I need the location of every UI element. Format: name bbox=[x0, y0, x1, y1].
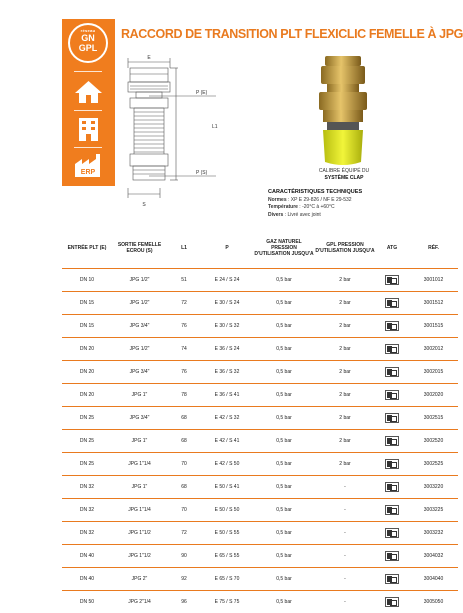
cell-sortie: JPG 2" bbox=[112, 567, 167, 590]
cell-l1: 92 bbox=[167, 567, 201, 590]
caption-line2: SYSTÈME CLAP bbox=[324, 175, 364, 181]
cell-sortie: JPG 1" bbox=[112, 429, 167, 452]
atg-certification-icon bbox=[385, 413, 399, 423]
cell-ref: 3003220 bbox=[409, 475, 458, 498]
cell-gpl: 2 bar bbox=[315, 383, 375, 406]
dimension-e-label: E bbox=[147, 55, 151, 61]
table-row bbox=[62, 452, 458, 475]
cell-gaz-naturel: 0,5 bar bbox=[253, 590, 315, 613]
cell-gpl: 2 bar bbox=[315, 429, 375, 452]
factory-icon bbox=[72, 152, 105, 178]
cell-gaz-naturel: 0,5 bar bbox=[253, 475, 315, 498]
cell-p: E 42 / S 32 bbox=[201, 406, 253, 429]
cell-sortie: JPG 1"1/4 bbox=[112, 498, 167, 521]
atg-certification-icon bbox=[385, 390, 399, 400]
cell-gpl: 2 bar bbox=[315, 268, 375, 291]
cell-sortie: JPG 1"1/4 bbox=[112, 452, 167, 475]
cell-ref: 3003225 bbox=[409, 498, 458, 521]
cell-p: E 75 / S 75 bbox=[201, 590, 253, 613]
cell-gaz-naturel: 0,5 bar bbox=[253, 314, 315, 337]
table-row bbox=[62, 337, 458, 360]
cell-sortie: JPG 1"1/2 bbox=[112, 544, 167, 567]
cell-gpl: 2 bar bbox=[315, 314, 375, 337]
cell-entree: DN 20 bbox=[62, 383, 112, 406]
technical-specs bbox=[268, 189, 458, 219]
cell-gaz-naturel: 0,5 bar bbox=[253, 383, 315, 406]
table-header-row bbox=[62, 228, 458, 268]
product-photo bbox=[303, 54, 383, 169]
product-caption bbox=[290, 168, 398, 182]
cell-gpl: - bbox=[315, 521, 375, 544]
cell-sortie: JPG 1/2" bbox=[112, 291, 167, 314]
cell-l1: 76 bbox=[167, 314, 201, 337]
dimension-l1-label: L1 bbox=[212, 124, 218, 130]
header-p: P bbox=[201, 228, 253, 268]
cell-l1: 74 bbox=[167, 337, 201, 360]
table-row bbox=[62, 475, 458, 498]
cell-entree: DN 25 bbox=[62, 406, 112, 429]
cell-atg bbox=[375, 429, 409, 452]
cell-gaz-naturel: 0,5 bar bbox=[253, 337, 315, 360]
badge-top-text: réseau bbox=[80, 28, 96, 33]
spec-divers: Divers : Livré avec joint bbox=[268, 211, 321, 218]
cell-p: E 42 / S 41 bbox=[201, 429, 253, 452]
cell-sortie: JPG 1/2" bbox=[112, 268, 167, 291]
cell-gaz-naturel: 0,5 bar bbox=[253, 429, 315, 452]
cell-atg bbox=[375, 475, 409, 498]
atg-certification-icon bbox=[385, 574, 399, 584]
atg-certification-icon bbox=[385, 367, 399, 377]
cell-p: E 65 / S 70 bbox=[201, 567, 253, 590]
cell-gpl: 2 bar bbox=[315, 452, 375, 475]
cell-sortie: JPG 1/2" bbox=[112, 337, 167, 360]
cell-gaz-naturel: 0,5 bar bbox=[253, 268, 315, 291]
cell-atg bbox=[375, 590, 409, 613]
cell-l1: 76 bbox=[167, 360, 201, 383]
cell-l1: 68 bbox=[167, 429, 201, 452]
cell-l1: 51 bbox=[167, 268, 201, 291]
cell-gaz-naturel: 0,5 bar bbox=[253, 452, 315, 475]
cell-atg bbox=[375, 360, 409, 383]
cell-gpl: 2 bar bbox=[315, 360, 375, 383]
cell-gpl: - bbox=[315, 475, 375, 498]
atg-certification-icon bbox=[385, 321, 399, 331]
cell-entree: DN 32 bbox=[62, 498, 112, 521]
cell-atg bbox=[375, 567, 409, 590]
cell-l1: 72 bbox=[167, 291, 201, 314]
header-atg: ATG bbox=[375, 228, 409, 268]
atg-certification-icon bbox=[385, 436, 399, 446]
cell-atg bbox=[375, 498, 409, 521]
cell-ref: 3002020 bbox=[409, 383, 458, 406]
cell-entree: DN 32 bbox=[62, 521, 112, 544]
table-row bbox=[62, 429, 458, 452]
cell-sortie: JPG 2"1/4 bbox=[112, 590, 167, 613]
cell-atg bbox=[375, 268, 409, 291]
cell-entree: DN 15 bbox=[62, 314, 112, 337]
cell-l1: 70 bbox=[167, 452, 201, 475]
cell-ref: 3001012 bbox=[409, 268, 458, 291]
atg-certification-icon bbox=[385, 528, 399, 538]
cell-atg bbox=[375, 314, 409, 337]
cell-l1: 68 bbox=[167, 406, 201, 429]
category-sidebar bbox=[62, 19, 115, 186]
spec-temperature: Température : -20°C à +60°C bbox=[268, 204, 335, 210]
page-title: RACCORD DE TRANSITION PLT FLEXICLIC FEMELLE À JPG bbox=[121, 27, 463, 41]
cell-l1: 90 bbox=[167, 544, 201, 567]
specs-heading: CARACTÉRISTIQUES TECHNIQUES bbox=[268, 189, 363, 195]
cell-gaz-naturel: 0,5 bar bbox=[253, 544, 315, 567]
cell-entree: DN 20 bbox=[62, 360, 112, 383]
cell-sortie: JPG 3/4" bbox=[112, 406, 167, 429]
cell-p: E 65 / S 55 bbox=[201, 544, 253, 567]
cell-p: E 50 / S 50 bbox=[201, 498, 253, 521]
sidebar-divider bbox=[74, 110, 102, 111]
cell-ref: 3004040 bbox=[409, 567, 458, 590]
cell-gaz-naturel: 0,5 bar bbox=[253, 406, 315, 429]
cell-l1: 78 bbox=[167, 383, 201, 406]
cell-l1: 68 bbox=[167, 475, 201, 498]
atg-certification-icon bbox=[385, 505, 399, 515]
table-row bbox=[62, 314, 458, 337]
sidebar-divider bbox=[74, 71, 102, 72]
header-gpl: GPL PRESSION D'UTILISATION JUSQU'A bbox=[315, 228, 375, 268]
cell-gpl: - bbox=[315, 498, 375, 521]
header-l1: L1 bbox=[167, 228, 201, 268]
cell-sortie: JPG 1" bbox=[112, 383, 167, 406]
cell-ref: 3002012 bbox=[409, 337, 458, 360]
cell-atg bbox=[375, 544, 409, 567]
technical-drawing bbox=[120, 48, 230, 218]
table-row bbox=[62, 590, 458, 613]
spec-normes: Normes : XP E 29-826 / NF E 29-532 bbox=[268, 196, 352, 203]
badge-gpl-text: GPL bbox=[78, 43, 98, 53]
cell-ref: 3002525 bbox=[409, 452, 458, 475]
table-body bbox=[62, 268, 458, 613]
atg-certification-icon bbox=[385, 597, 399, 607]
cell-entree: DN 25 bbox=[62, 429, 112, 452]
header-ref: RÉF. bbox=[409, 228, 458, 268]
cell-p: E 30 / S 32 bbox=[201, 314, 253, 337]
cell-p: E 36 / S 32 bbox=[201, 360, 253, 383]
table-row bbox=[62, 521, 458, 544]
atg-certification-icon bbox=[385, 459, 399, 469]
cell-sortie: JPG 3/4" bbox=[112, 360, 167, 383]
cell-gpl: - bbox=[315, 544, 375, 567]
table-row bbox=[62, 291, 458, 314]
cell-atg bbox=[375, 337, 409, 360]
cell-gpl: 2 bar bbox=[315, 291, 375, 314]
table-row bbox=[62, 383, 458, 406]
cell-entree: DN 25 bbox=[62, 452, 112, 475]
cell-gpl: 2 bar bbox=[315, 337, 375, 360]
dimension-p-top-label: P (E) bbox=[196, 90, 208, 96]
atg-certification-icon bbox=[385, 551, 399, 561]
cell-atg bbox=[375, 452, 409, 475]
cell-p: E 36 / S 41 bbox=[201, 383, 253, 406]
house-icon bbox=[72, 79, 105, 105]
product-table bbox=[62, 228, 458, 613]
cell-gpl: - bbox=[315, 567, 375, 590]
cell-l1: 72 bbox=[167, 521, 201, 544]
gn-gpl-badge bbox=[68, 23, 108, 63]
cell-entree: DN 32 bbox=[62, 475, 112, 498]
cell-entree: DN 40 bbox=[62, 544, 112, 567]
cell-atg bbox=[375, 521, 409, 544]
atg-certification-icon bbox=[385, 275, 399, 285]
cell-ref: 3001512 bbox=[409, 291, 458, 314]
cell-gaz-naturel: 0,5 bar bbox=[253, 567, 315, 590]
header-sortie: SORTIE FEMELLE ECROU (S) bbox=[112, 228, 167, 268]
cell-p: E 50 / S 55 bbox=[201, 521, 253, 544]
cell-l1: 70 bbox=[167, 498, 201, 521]
dimension-p-bottom-label: P (S) bbox=[196, 170, 208, 176]
cell-l1: 96 bbox=[167, 590, 201, 613]
cell-gaz-naturel: 0,5 bar bbox=[253, 291, 315, 314]
caption-line1: CALIBRE ÉQUIPÉ DU bbox=[318, 168, 370, 174]
header-entree: ENTRÉE PLT (E) bbox=[62, 228, 112, 268]
cell-entree: DN 40 bbox=[62, 567, 112, 590]
cell-sortie: JPG 3/4" bbox=[112, 314, 167, 337]
cell-entree: DN 20 bbox=[62, 337, 112, 360]
table-row bbox=[62, 360, 458, 383]
cell-ref: 3002515 bbox=[409, 406, 458, 429]
cell-p: E 30 / S 24 bbox=[201, 291, 253, 314]
atg-certification-icon bbox=[385, 482, 399, 492]
cell-atg bbox=[375, 291, 409, 314]
cell-ref: 3003232 bbox=[409, 521, 458, 544]
atg-certification-icon bbox=[385, 298, 399, 308]
cell-entree: DN 15 bbox=[62, 291, 112, 314]
cell-ref: 3001515 bbox=[409, 314, 458, 337]
cell-atg bbox=[375, 383, 409, 406]
cell-entree: DN 10 bbox=[62, 268, 112, 291]
cell-entree: DN 50 bbox=[62, 590, 112, 613]
cell-ref: 3002015 bbox=[409, 360, 458, 383]
cell-sortie: JPG 1" bbox=[112, 475, 167, 498]
cell-ref: 3004032 bbox=[409, 544, 458, 567]
cell-p: E 50 / S 41 bbox=[201, 475, 253, 498]
table-row bbox=[62, 544, 458, 567]
cell-p: E 24 / S 24 bbox=[201, 268, 253, 291]
cell-atg bbox=[375, 406, 409, 429]
table-row bbox=[62, 406, 458, 429]
cell-ref: 3005050 bbox=[409, 590, 458, 613]
badge-gn-text: GN bbox=[81, 33, 95, 43]
table-row bbox=[62, 498, 458, 521]
sidebar-divider bbox=[74, 147, 102, 148]
atg-certification-icon bbox=[385, 344, 399, 354]
cell-p: E 42 / S 50 bbox=[201, 452, 253, 475]
table-row bbox=[62, 268, 458, 291]
header-gaz-naturel: GAZ NATUREL PRESSION D'UTILISATION JUSQU'A bbox=[253, 228, 315, 268]
erp-label: ERP bbox=[80, 169, 96, 176]
cell-gpl: - bbox=[315, 590, 375, 613]
cell-ref: 3002520 bbox=[409, 429, 458, 452]
dimension-s-label: S bbox=[142, 202, 146, 208]
cell-gaz-naturel: 0,5 bar bbox=[253, 498, 315, 521]
cell-sortie: JPG 1"1/2 bbox=[112, 521, 167, 544]
table-row bbox=[62, 567, 458, 590]
cell-gaz-naturel: 0,5 bar bbox=[253, 360, 315, 383]
building-icon bbox=[72, 116, 105, 142]
cell-gpl: 2 bar bbox=[315, 406, 375, 429]
cell-gaz-naturel: 0,5 bar bbox=[253, 521, 315, 544]
cell-p: E 36 / S 24 bbox=[201, 337, 253, 360]
